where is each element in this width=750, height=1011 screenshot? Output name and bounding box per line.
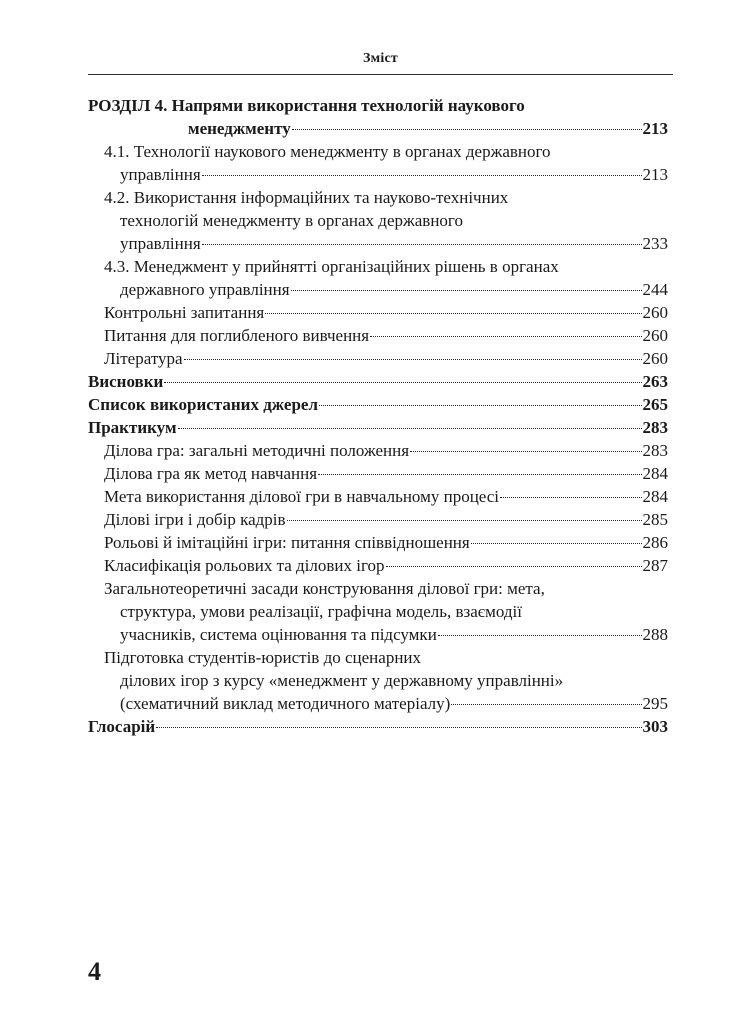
dot-leader	[202, 175, 642, 176]
toc-entry-title-line: технологій менеджменту в органах державного	[120, 211, 463, 230]
toc-page-number: 260	[642, 326, 668, 345]
dot-leader	[318, 474, 641, 475]
header-rule	[88, 74, 673, 75]
toc-entry-title-line: управління	[120, 234, 201, 253]
toc-entry[interactable]	[88, 462, 668, 485]
dot-leader	[410, 451, 641, 452]
toc-entry-title-line: РОЗДІЛ 4. Напрями використання технологій наукового	[88, 96, 525, 115]
toc-entry[interactable]	[88, 140, 668, 186]
toc-page-number: 285	[642, 510, 668, 529]
dot-leader	[184, 359, 642, 360]
dot-leader	[438, 635, 642, 636]
toc-page-number: 244	[642, 280, 668, 299]
toc-page-number: 287	[642, 556, 668, 575]
dot-leader	[156, 727, 641, 728]
toc-entry-title-line: (схематичний виклад методичного матеріалу)	[120, 694, 451, 713]
table-of-contents	[88, 94, 668, 738]
toc-page-number: 284	[642, 487, 668, 506]
toc-entry-title-line: Загальнотеоретичні засади конструювання ділової гри: мета,	[104, 579, 545, 598]
running-head: Зміст	[363, 51, 398, 66]
toc-entry-title-line: Ділові ігри і добір кадрів	[104, 510, 286, 529]
toc-entry-title-line: 4.3. Менеджмент у прийнятті організаційних рішень в органах	[104, 257, 559, 276]
toc-entry[interactable]	[88, 186, 668, 255]
toc-entry[interactable]	[88, 508, 668, 531]
dot-leader	[178, 428, 642, 429]
toc-entry-title-line: Ділова гра: загальні методичні положення	[104, 441, 410, 460]
toc-entry-title-line: Питання для поглибленого вивчення	[104, 326, 370, 345]
toc-page-number: 284	[642, 464, 668, 483]
toc-page-number: 283	[642, 418, 668, 437]
toc-entry[interactable]	[88, 531, 668, 554]
toc-page-number: 295	[642, 694, 668, 713]
toc-entry-title-line: 4.2. Використання інформаційних та науково-технічних	[104, 188, 509, 207]
toc-page-number: 303	[642, 717, 668, 736]
toc-entry-title-line: Класифікація рольових та ділових ігор	[104, 556, 385, 575]
toc-entry[interactable]	[88, 255, 668, 301]
toc-page-number: 260	[642, 349, 668, 368]
toc-entry-title-line: Література	[104, 349, 183, 368]
toc-entry-title-line: ділових ігор з курсу «менеджмент у державному управлінні»	[120, 671, 564, 690]
dot-leader	[292, 129, 642, 130]
toc-entry-title-line: Підготовка студентів-юристів до сценарних	[104, 648, 422, 667]
toc-page-number: 260	[642, 303, 668, 322]
toc-entry[interactable]	[88, 370, 668, 393]
toc-entry[interactable]	[88, 416, 668, 439]
dot-leader	[291, 290, 642, 291]
toc-page-number: 283	[642, 441, 668, 460]
dot-leader	[471, 543, 642, 544]
toc-entry-title-line: Глосарій	[88, 717, 156, 736]
dot-leader	[202, 244, 642, 245]
toc-entry[interactable]	[88, 485, 668, 508]
toc-entry[interactable]	[88, 324, 668, 347]
toc-page-number: 213	[642, 119, 668, 138]
toc-entry[interactable]	[88, 554, 668, 577]
toc-page-number: 263	[642, 372, 668, 391]
dot-leader	[370, 336, 641, 337]
toc-entry-title-line: Ділова гра як метод навчання	[104, 464, 318, 483]
dot-leader	[164, 382, 641, 383]
toc-entry-title-line: державного управління	[120, 280, 290, 299]
toc-entry-title-line: управління	[120, 165, 201, 184]
toc-entry-title-line: структура, умови реалізації, графічна модель, взаємодії	[120, 602, 522, 621]
toc-entry[interactable]	[88, 439, 668, 462]
toc-page-number: 233	[642, 234, 668, 253]
dot-leader	[319, 405, 642, 406]
toc-entry-title-line: Висновки	[88, 372, 164, 391]
dot-leader	[386, 566, 642, 567]
toc-entry-title-line: учасників, система оцінювання та підсумки	[120, 625, 437, 644]
toc-entry[interactable]	[88, 94, 668, 140]
toc-entry-title-line: Практикум	[88, 418, 177, 437]
toc-entry[interactable]	[88, 715, 668, 738]
toc-page-number: 286	[642, 533, 668, 552]
toc-page-number: 213	[642, 165, 668, 184]
toc-entry-title-line: 4.1. Технології наукового менеджменту в органах державного	[104, 142, 551, 161]
toc-entry-title-line: Контрольні запитання	[104, 303, 265, 322]
toc-entry[interactable]	[88, 646, 668, 715]
dot-leader	[287, 520, 642, 521]
toc-entry[interactable]	[88, 301, 668, 324]
dot-leader	[500, 497, 641, 498]
toc-entry[interactable]	[88, 577, 668, 646]
toc-entry-title-line: Список використаних джерел	[88, 395, 318, 414]
toc-entry[interactable]	[88, 347, 668, 370]
dot-leader	[265, 313, 641, 314]
toc-entry-title-line: Рольові й імітаційні ігри: питання співвідношення	[104, 533, 470, 552]
toc-page-number: 265	[642, 395, 668, 414]
toc-page-number: 288	[642, 625, 668, 644]
toc-entry[interactable]	[88, 393, 668, 416]
dot-leader	[451, 704, 641, 705]
toc-entry-title-line: Мета використання ділової гри в навчальному процесі	[104, 487, 500, 506]
toc-entry-title-line: менеджменту	[188, 119, 291, 138]
page-number: 4	[88, 957, 101, 986]
